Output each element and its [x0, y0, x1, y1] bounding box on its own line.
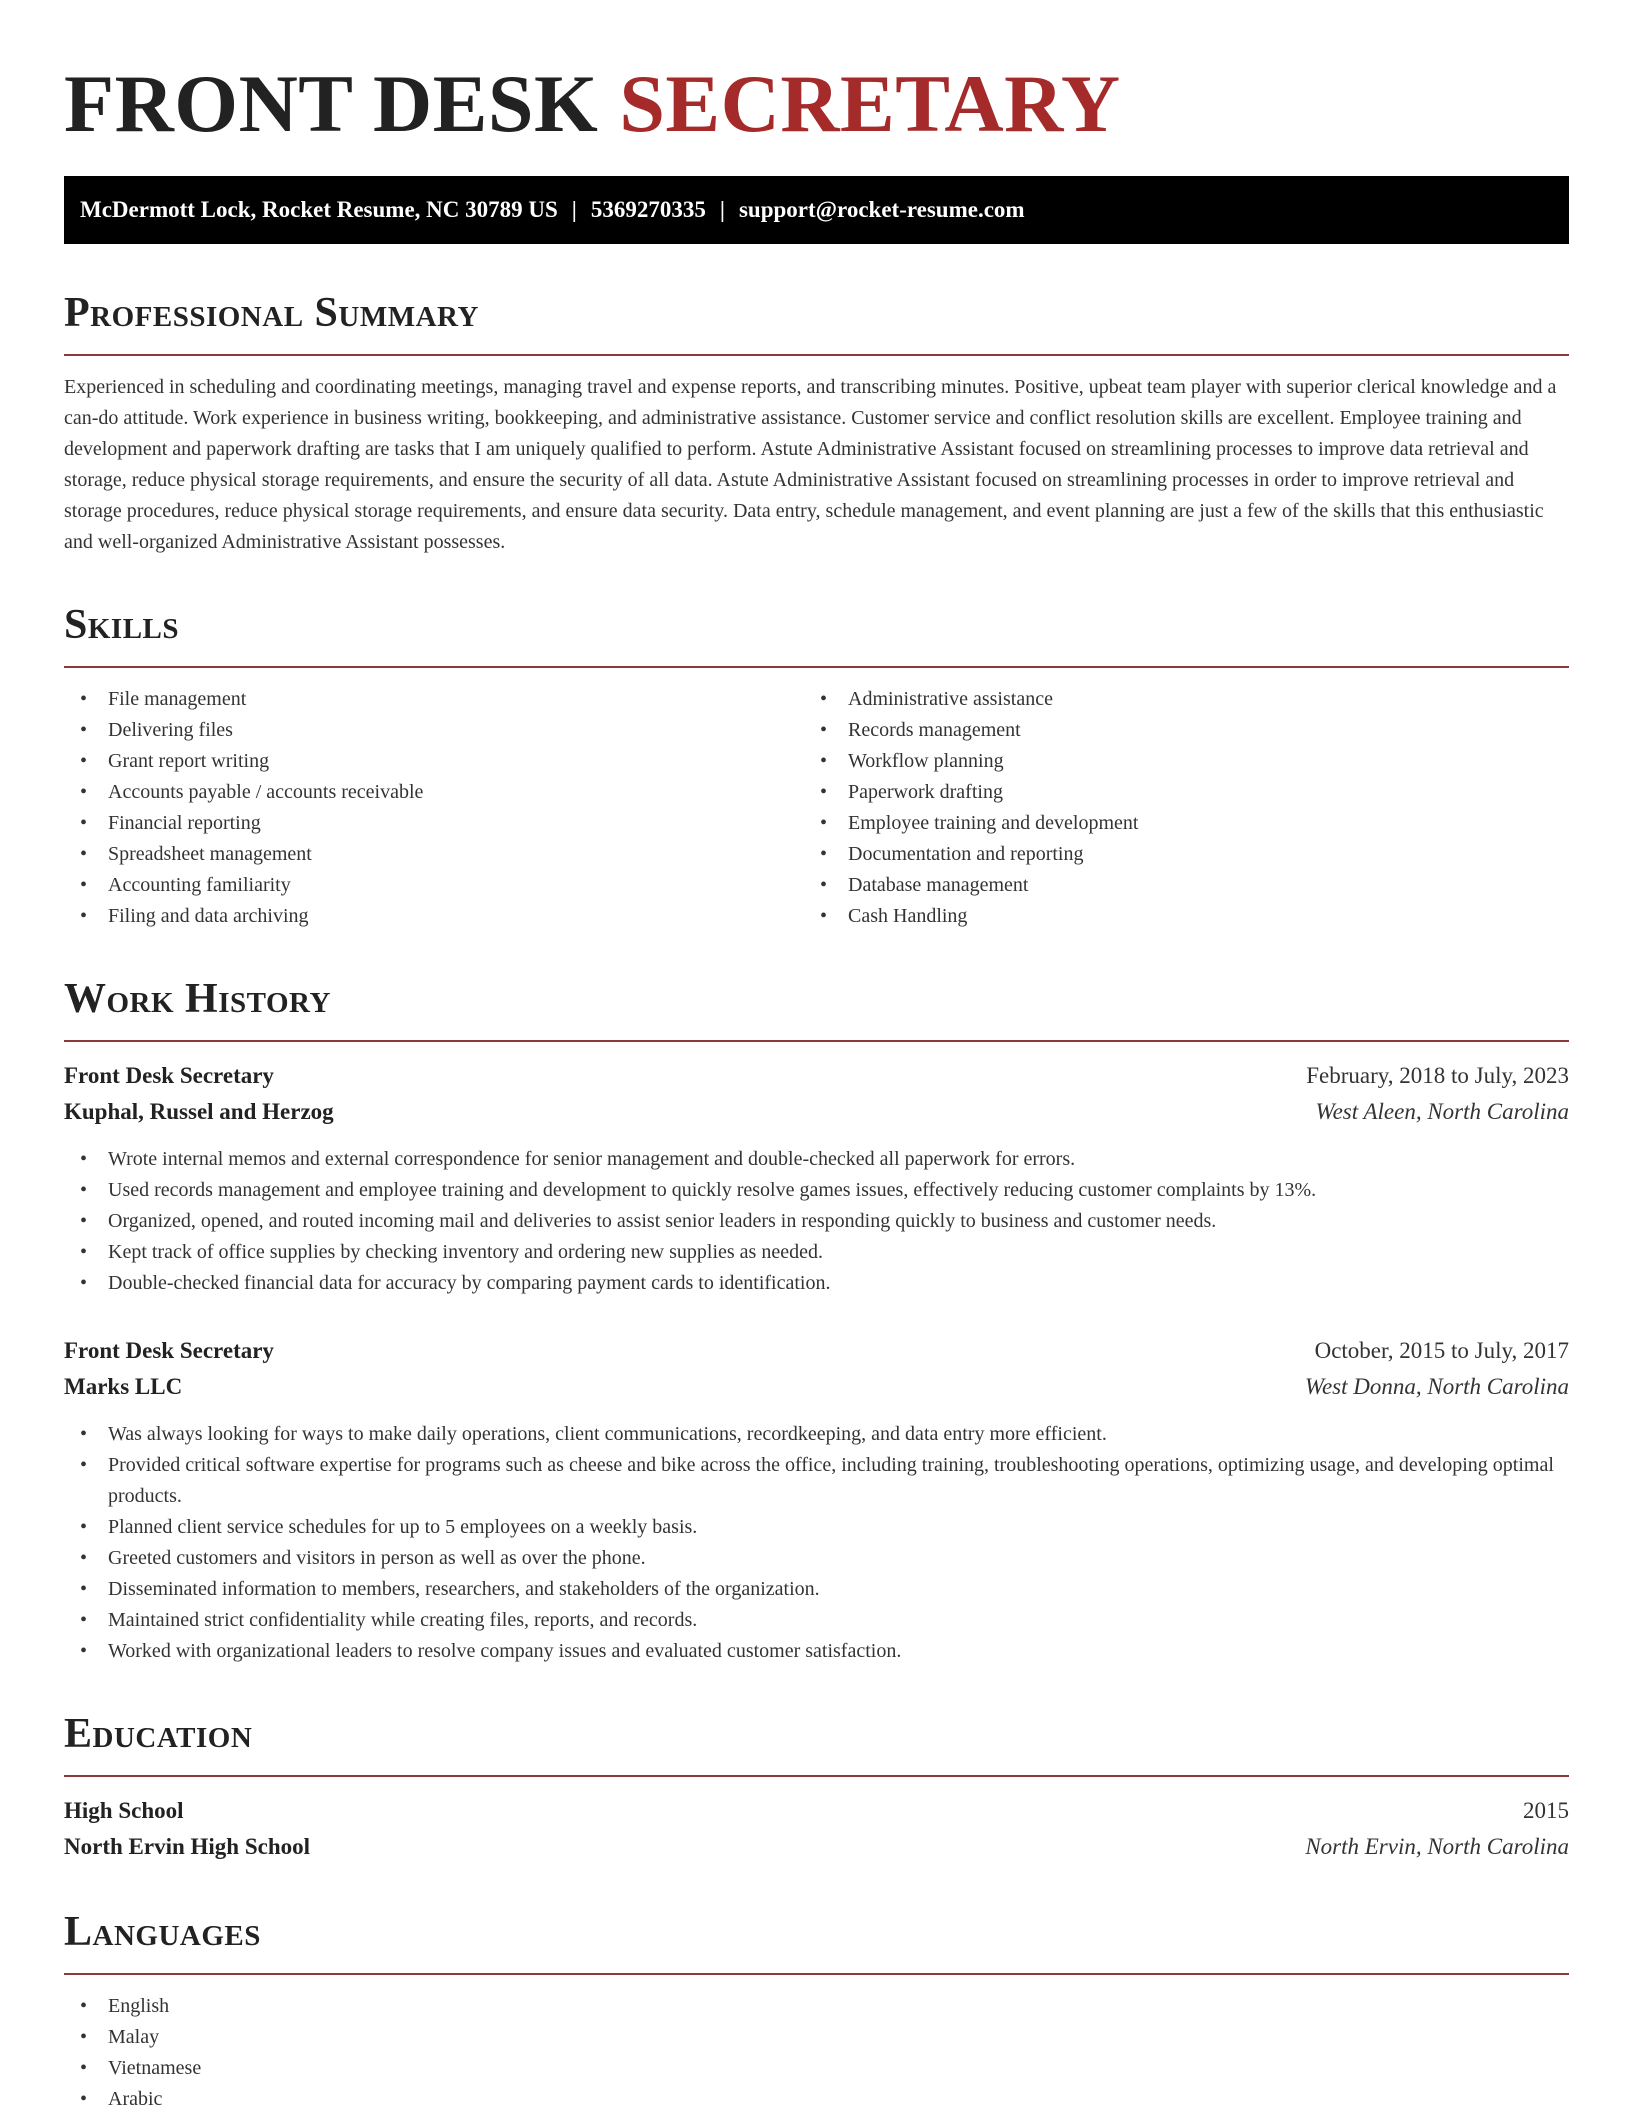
job-company-row [64, 1369, 1569, 1405]
summary-section [64, 290, 1569, 558]
languages-list [64, 1991, 1569, 2115]
job-dates: February, 2018 to July, 2023 [1306, 1063, 1569, 1088]
skill-item: • Employee training and development [804, 808, 1569, 839]
skill-item: • Accounts payable / accounts receivable [64, 777, 804, 808]
section-divider [64, 354, 1569, 356]
job-location: West Donna, North Carolina [1304, 1374, 1569, 1399]
contact-bar [64, 176, 1569, 244]
skill-item: • Cash Handling [804, 901, 1569, 932]
job-bullet: • Maintained strict confidentiality while creating files, reports, and records. [64, 1605, 1569, 1636]
contact-separator: | [571, 197, 577, 222]
language-item: • Vietnamese [64, 2053, 1569, 2084]
skills-section [64, 602, 1569, 932]
skills-heading: Skills [64, 602, 180, 648]
job-header-row [64, 1333, 1569, 1369]
contact-separator: | [719, 197, 725, 222]
job-bullet: • Planned client service schedules for up to 5 employees on a weekly basis. [64, 1512, 1569, 1543]
job-bullet: • Provided critical software expertise for programs such as cheese and bike across the office, including training, troubleshooting operations, optimizing usage, and developing optimal products. [64, 1450, 1569, 1512]
job-bullet: • Organized, opened, and routed incoming mail and deliveries to assist senior leaders in responding quickly to business and customer needs. [64, 1206, 1569, 1237]
job-company: Kuphal, Russel and Herzog [64, 1099, 334, 1124]
skill-item: • Delivering files [64, 715, 804, 746]
skill-item: • Accounting familiarity [64, 870, 804, 901]
job-bullets [64, 1144, 1569, 1299]
title-main: FRONT DESK [64, 58, 599, 149]
language-item: • Arabic [64, 2084, 1569, 2115]
job-bullet: • Double-checked financial data for accuracy by comparing payment cards to identification. [64, 1268, 1569, 1299]
education-location: North Ervin, North Carolina [1305, 1834, 1569, 1859]
language-item: • English [64, 1991, 1569, 2022]
work-history-section [64, 976, 1569, 1667]
job-entry [64, 1333, 1569, 1667]
education-school: North Ervin High School [64, 1834, 311, 1859]
job-bullet: • Kept track of office supplies by checking inventory and ordering new supplies as needed. [64, 1237, 1569, 1268]
work-history-heading: Work History [64, 976, 331, 1022]
job-bullet: • Was always looking for ways to make daily operations, client communications, recordkeeping, and data entry more efficient. [64, 1419, 1569, 1450]
skills-grid [64, 684, 1569, 932]
section-divider [64, 1040, 1569, 1042]
job-bullet: • Wrote internal memos and external correspondence for senior management and double-checked all paperwork for errors. [64, 1144, 1569, 1175]
skill-item: • Paperwork drafting [804, 777, 1569, 808]
section-divider [64, 666, 1569, 668]
education-school-row [64, 1829, 1569, 1865]
education-entry [64, 1793, 1569, 1865]
job-header-row [64, 1058, 1569, 1094]
skills-list-right [804, 684, 1569, 932]
job-entry [64, 1058, 1569, 1299]
job-company-row [64, 1094, 1569, 1130]
skill-item: • Database management [804, 870, 1569, 901]
education-heading: Education [64, 1711, 253, 1757]
title-accent: SECRETARY [619, 58, 1121, 149]
section-divider [64, 1775, 1569, 1777]
resume-title [64, 56, 1569, 152]
job-title: Front Desk Secretary [64, 1338, 274, 1363]
contact-email[interactable]: support@rocket-resume.com [738, 197, 1025, 222]
job-location: West Aleen, North Carolina [1315, 1099, 1569, 1124]
job-bullet: • Greeted customers and visitors in person as well as over the phone. [64, 1543, 1569, 1574]
skill-item: • Workflow planning [804, 746, 1569, 777]
skill-item: • Administrative assistance [804, 684, 1569, 715]
skill-item: • Documentation and reporting [804, 839, 1569, 870]
language-item: • Malay [64, 2022, 1569, 2053]
job-bullet: • Worked with organizational leaders to resolve company issues and evaluated customer satisfaction. [64, 1636, 1569, 1667]
job-title: Front Desk Secretary [64, 1063, 274, 1088]
job-company: Marks LLC [64, 1374, 183, 1399]
skills-list-left [64, 684, 804, 932]
job-bullet: • Used records management and employee training and development to quickly resolve games issues, effectively reducing customer complaints by 13%. [64, 1175, 1569, 1206]
job-dates: October, 2015 to July, 2017 [1314, 1338, 1569, 1363]
summary-heading: Professional Summary [64, 290, 479, 336]
education-year: 2015 [1523, 1798, 1569, 1823]
languages-section [64, 1909, 1569, 2115]
education-degree: High School [64, 1798, 184, 1823]
skill-item: • File management [64, 684, 804, 715]
contact-address: McDermott Lock, Rocket Resume, NC 30789 US [80, 197, 558, 222]
job-bullets [64, 1419, 1569, 1667]
skill-item: • Financial reporting [64, 808, 804, 839]
education-header-row [64, 1793, 1569, 1829]
education-section [64, 1711, 1569, 1865]
skill-item: • Records management [804, 715, 1569, 746]
summary-text: Experienced in scheduling and coordinating meetings, managing travel and expense reports, and transcribing minutes. Positive, upbeat team player with superior clerical knowledge and a can-do attitude. Work experience in business writing, bookkeeping, and administrative assistance. Customer service and conflict resolution skills are excellent. Employee training and development and paperwork drafting are tasks that I am uniquely qualified to perform. Astute Administrative Assistant focused on streamlining processes to improve data retrieval and storage, reduce physical storage requirements, and ensure the security of all data. Astute Administrative Assistant focused on streamlining processes in order to improve retrieval and storage procedures, reduce physical storage requirements, and ensure data security. Data entry, schedule management, and event planning are just a few of the skills that this enthusiastic and well-organized Administrative Assistant possesses. [64, 376, 1557, 553]
skill-item: • Spreadsheet management [64, 839, 804, 870]
skill-item: • Grant report writing [64, 746, 804, 777]
job-bullet: • Disseminated information to members, researchers, and stakeholders of the organization. [64, 1574, 1569, 1605]
contact-phone: 5369270335 [590, 197, 706, 222]
skill-item: • Filing and data archiving [64, 901, 804, 932]
section-divider [64, 1973, 1569, 1975]
languages-heading: Languages [64, 1909, 261, 1955]
